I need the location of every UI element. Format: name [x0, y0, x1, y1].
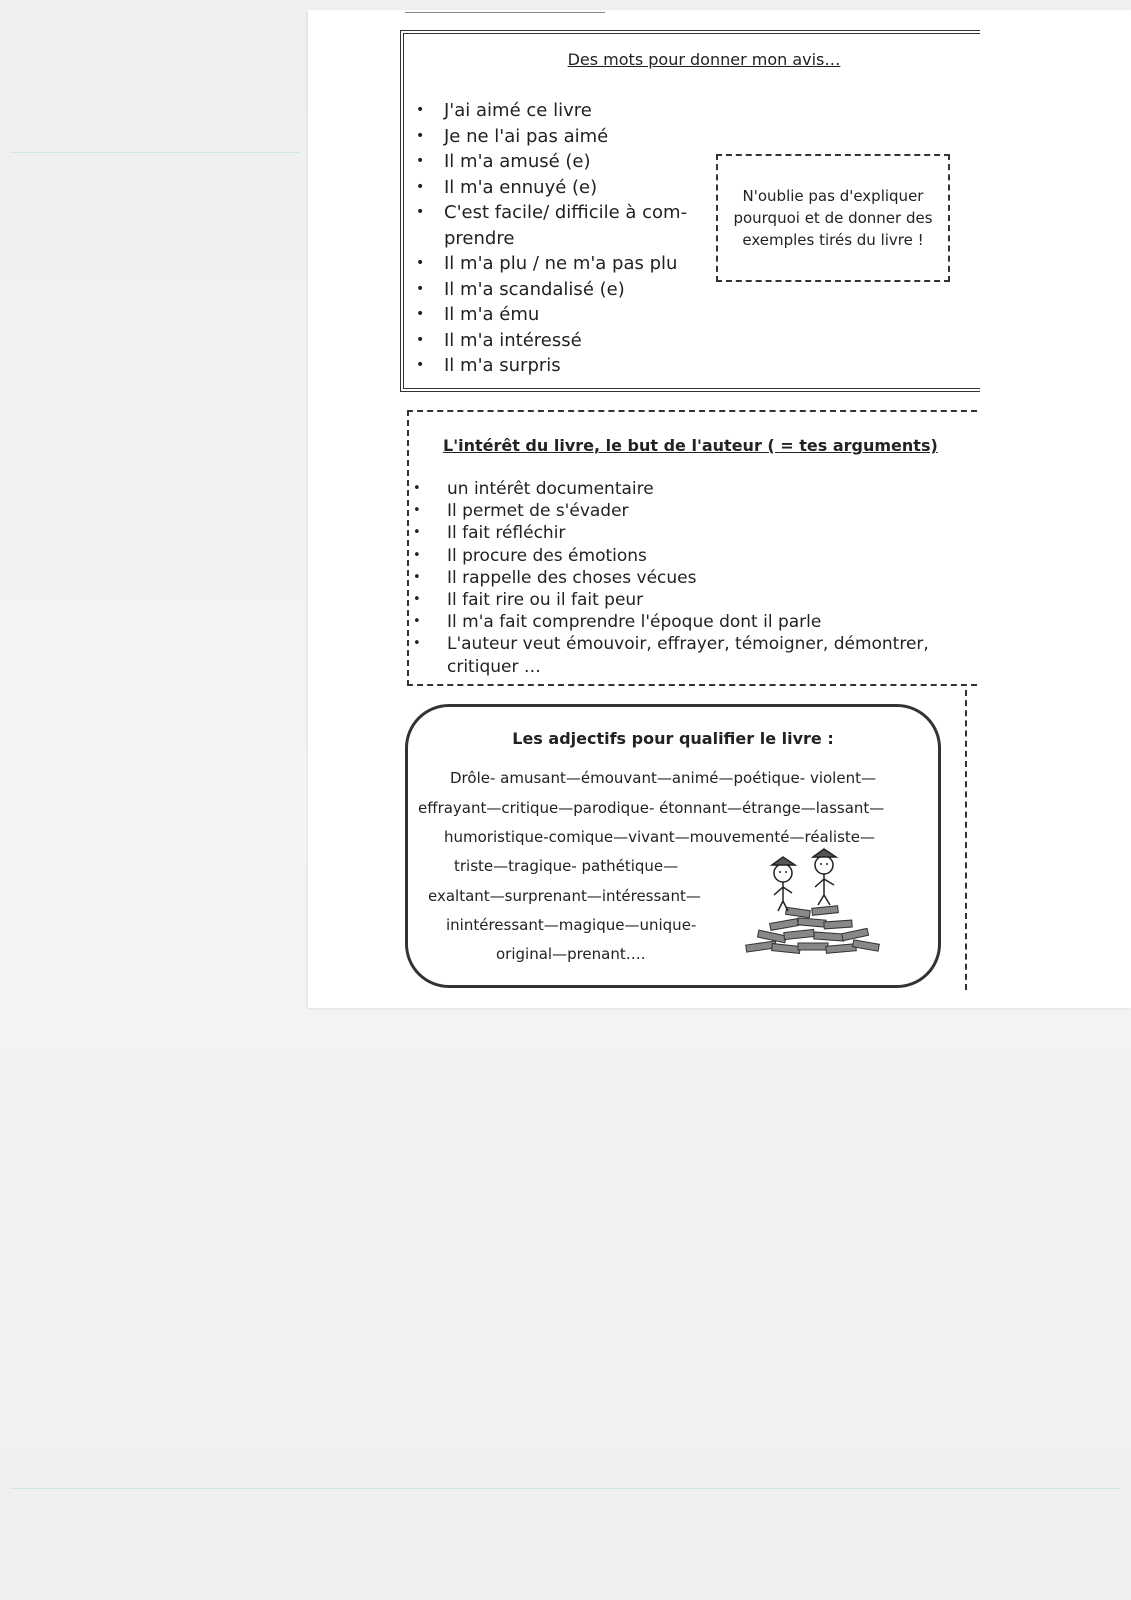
list-item [409, 633, 967, 677]
adjectives-line: Drôle- amusant—émouvant—animé—poétique- violent— [450, 769, 876, 787]
list-item: • Il m'a fait comprendre l'époque dont il parle [409, 611, 967, 633]
list-item: • un intérêt documentaire [409, 478, 967, 500]
list-item: • Il m'a plu / ne m'a pas plu [414, 251, 687, 277]
adjectives-box [405, 704, 941, 988]
opinion-words-box [400, 30, 980, 392]
list-item: • Il procure des émotions [409, 545, 967, 567]
adjectives-box-title: Les adjectifs pour qualifier le livre : [512, 729, 834, 748]
book-interest-box [407, 410, 977, 686]
scan-artifact-line [10, 1488, 1120, 1489]
list-item: • Il m'a ému [414, 302, 687, 328]
tip-text: N'oublie pas d'expliquer pourquoi et de donner des exemples tirés du livre ! [733, 187, 933, 249]
list-item: • Je ne l'ai pas aimé [414, 124, 687, 150]
list-item: • Il m'a intéressé [414, 328, 687, 354]
list-item: • Il m'a amusé (e) [414, 149, 687, 175]
opinion-box-title: Des mots pour donner mon avis… [567, 50, 841, 69]
list-item: • Il m'a surpris [414, 353, 687, 379]
list-item: • J'ai aimé ce livre [414, 98, 687, 124]
list-item: • Il m'a ennuyé (e) [414, 175, 687, 201]
list-item: • Il m'a scandalisé (e) [414, 277, 687, 303]
opinion-list [414, 98, 687, 379]
interest-box-title: L'intérêt du livre, le but de l'auteur ( = tes arguments) [443, 436, 938, 455]
top-rule [405, 12, 605, 13]
list-item: • Il fait réfléchir [409, 522, 967, 544]
list-item-text: C'est facile/ difficile à com- [444, 202, 688, 223]
children-on-books-illustration [738, 845, 888, 965]
adjectives-line: inintéressant—magique—unique- [446, 916, 697, 934]
adjectives-line: original—prenant…. [496, 945, 646, 963]
arguments-list [409, 478, 967, 678]
list-item-continuation: critiquer … [447, 656, 541, 677]
adjectives-line: triste—tragique- pathétique— [454, 857, 679, 875]
list-item-text: L'auteur veut émouvoir, effrayer, témoigner, démontrer, [447, 634, 929, 655]
list-item [414, 200, 687, 251]
dashed-border-right [965, 690, 967, 990]
adjectives-line: effrayant—critique—parodique- étonnant—étrange—lassant— [418, 799, 885, 817]
scan-artifact-line [10, 152, 300, 153]
adjectives-line: humoristique-comique—vivant—mouvementé—réaliste— [444, 828, 876, 846]
list-item: • Il fait rire ou il fait peur [409, 589, 967, 611]
adjectives-line: exaltant—surprenant—intéressant— [428, 887, 701, 905]
list-item: • Il permet de s'évader [409, 500, 967, 522]
list-item: • Il rappelle des choses vécues [409, 567, 967, 589]
list-item-continuation: prendre [444, 227, 515, 249]
tip-box [716, 154, 950, 282]
